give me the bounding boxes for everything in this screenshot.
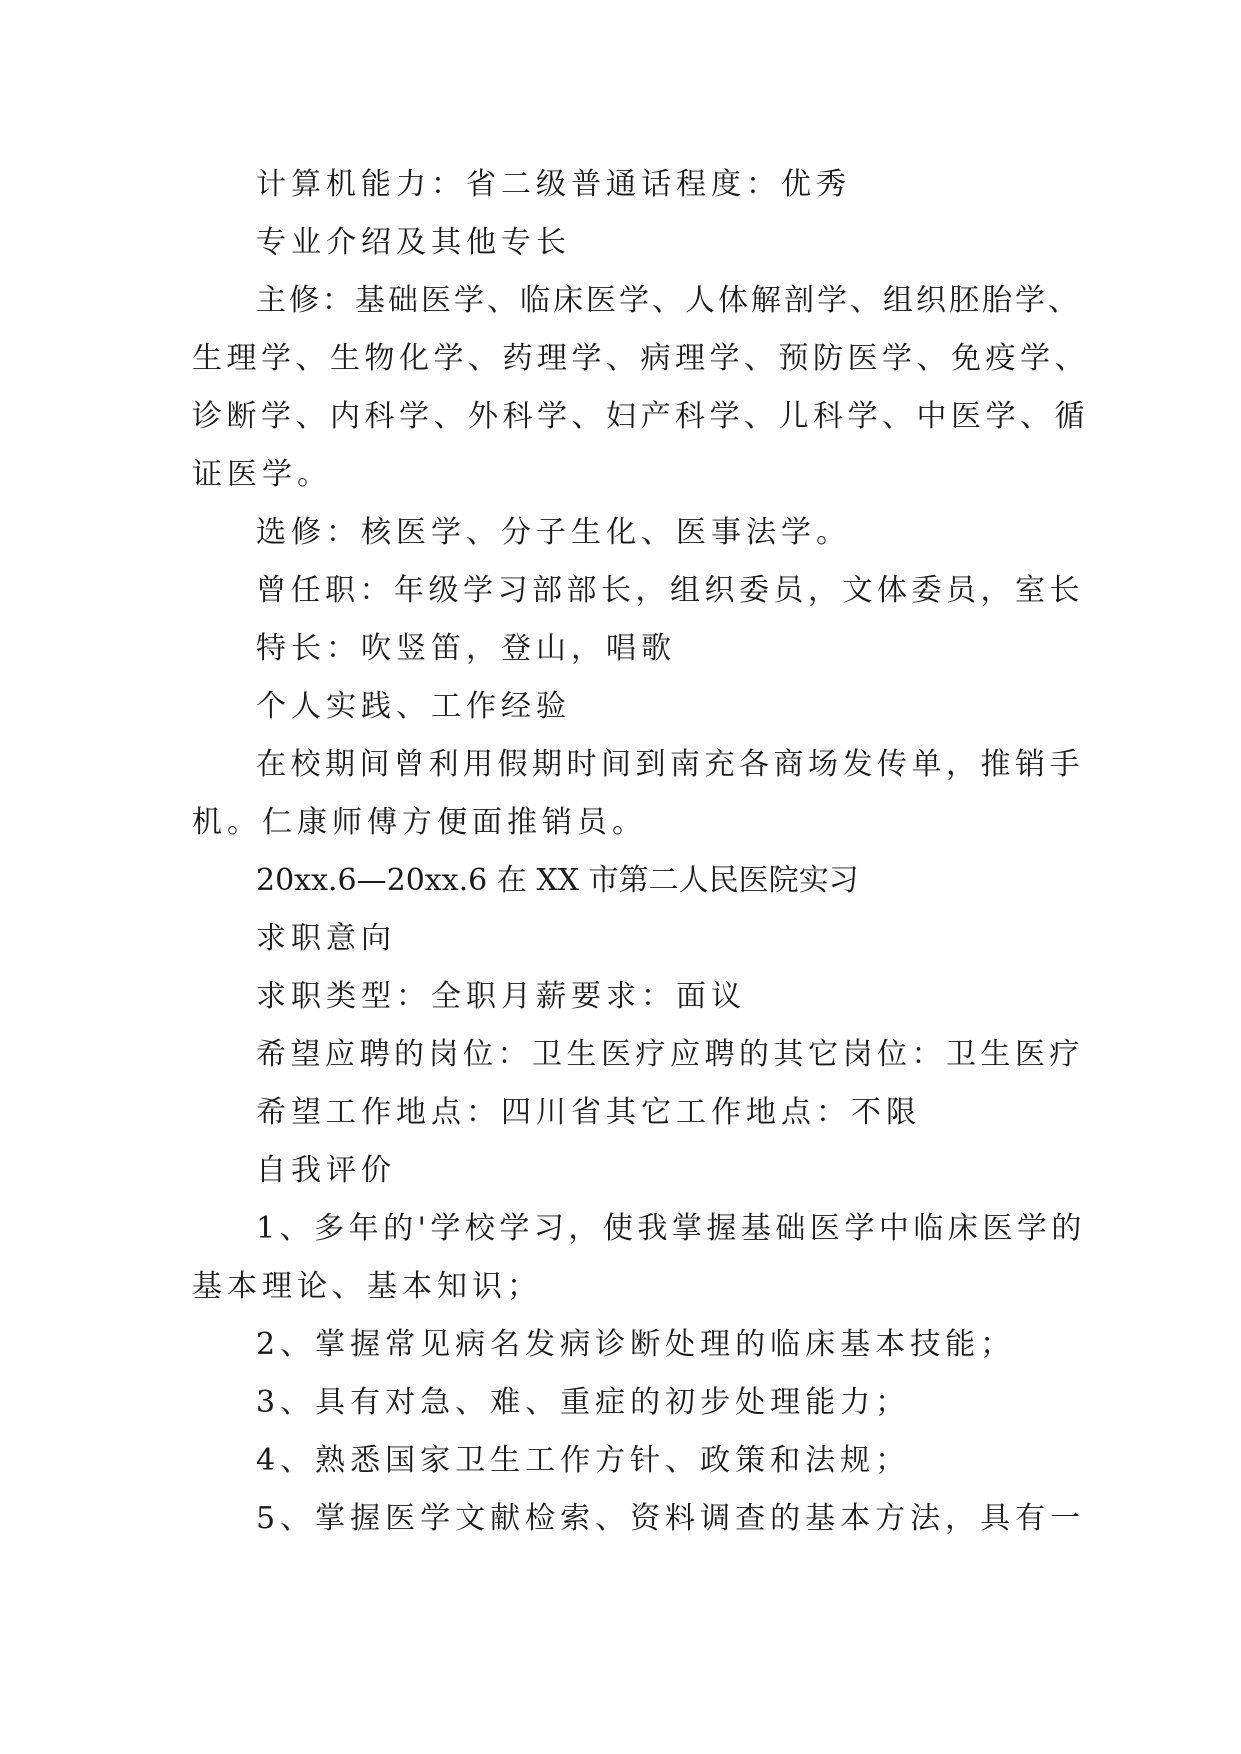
text-line-job-type: 求职类型：全职月薪要求：面议: [256, 979, 746, 1014]
text-line-experience: 在校期间曾利用假期时间到南充各商场发传单，推销手: [256, 747, 1084, 782]
section-heading-self-evaluation: 自我评价: [256, 1153, 396, 1188]
text-line-electives: 选修：核医学、分子生化、医事法学。: [256, 515, 851, 550]
text-line-evaluation-1: 1、多年的'学校学习，使我掌握基础医学中临床医学的: [256, 1211, 1086, 1246]
text-line-positions: 曾任职：年级学习部部长，组织委员，文体委员，室长: [256, 573, 1084, 608]
text-line-internship: 20xx.6—20xx.6 在 XX 市第二人民医院实习: [256, 863, 859, 898]
text-line-evaluation-1b: 基本理论、基本知识；: [192, 1269, 542, 1304]
text-line-evaluation-4: 4、熟悉国家卫生工作方针、政策和法规；: [256, 1443, 911, 1478]
section-heading-major: 专业介绍及其他专长: [256, 225, 571, 260]
text-line-evaluation-2: 2、掌握常见病名发病诊断处理的临床基本技能；: [256, 1327, 1016, 1362]
text-line-main-courses-2: 生理学、生物化学、药理学、病理学、预防医学、免疫学、: [192, 341, 1089, 376]
text-line-evaluation-3: 3、具有对急、难、重症的初步处理能力；: [256, 1385, 911, 1420]
text-line-desired-location: 希望工作地点：四川省其它工作地点：不限: [256, 1095, 921, 1130]
section-heading-job-intention: 求职意向: [256, 921, 396, 956]
text-line-hobbies: 特长：吹竖笛，登山，唱歌: [256, 631, 676, 666]
text-line-main-courses: 主修：基础医学、临床医学、人体解剖学、组织胚胎学、: [256, 283, 1081, 318]
text-line-evaluation-5: 5、掌握医学文献检索、资料调查的基本方法，具有一: [256, 1501, 1086, 1536]
text-line-experience-2: 机。仁康师傅方便面推销员。: [192, 805, 647, 840]
text-line-main-courses-4: 证医学。: [192, 457, 332, 492]
text-line-main-courses-3: 诊断学、内科学、外科学、妇产科学、儿科学、中医学、循: [192, 399, 1089, 434]
section-heading-experience: 个人实践、工作经验: [256, 689, 571, 724]
text-line-computer-skills: 计算机能力：省二级普通话程度：优秀: [256, 167, 851, 202]
text-line-desired-position: 希望应聘的岗位：卫生医疗应聘的其它岗位：卫生医疗: [256, 1037, 1084, 1072]
